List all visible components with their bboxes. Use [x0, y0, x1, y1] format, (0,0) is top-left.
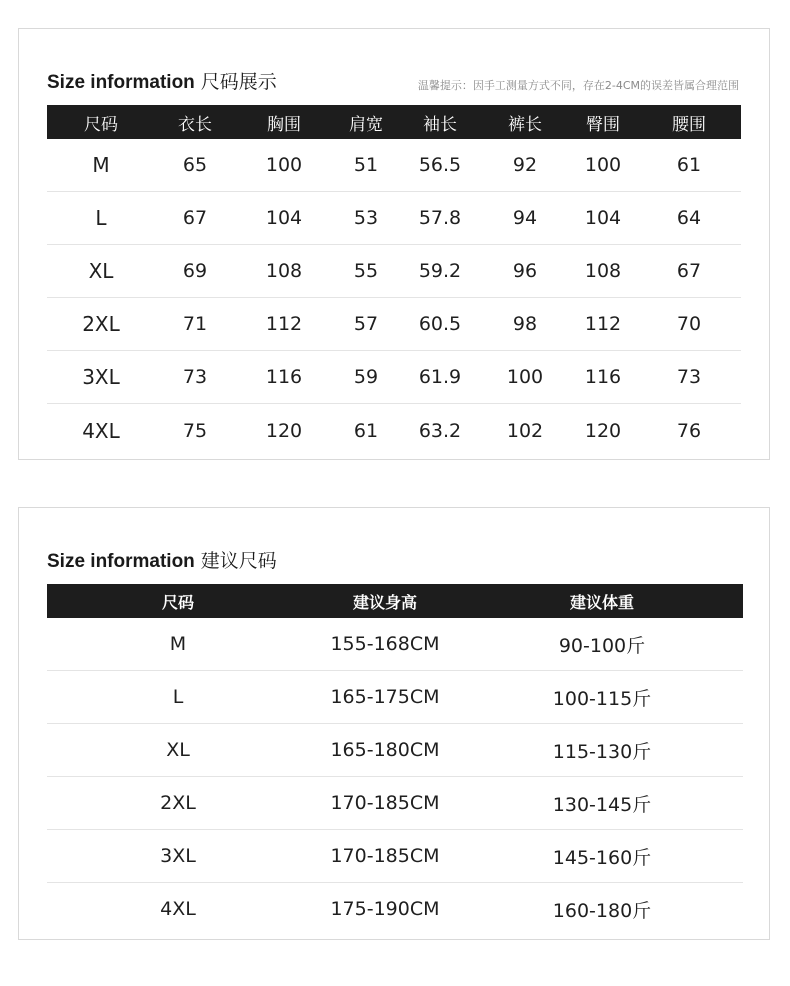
column-header: 肩宽 [333, 105, 399, 139]
measurement-note: 温馨提示：因手工测量方式不同，存在2-4CM的误差皆属合理范围 [417, 79, 739, 92]
value-cell: 120 [265, 419, 303, 442]
value-cell: 100-115斤 [461, 671, 743, 724]
column-header: 腰围 [637, 105, 741, 139]
table-row [47, 883, 743, 936]
value-cell: 104 [569, 192, 637, 245]
value-cell: 170-185CM [309, 830, 461, 883]
value-cell: 115-130斤 [461, 724, 743, 777]
value-cell: 120 [584, 419, 622, 442]
column-header: 尺码 [47, 584, 309, 618]
value-cell: 65 [155, 139, 235, 192]
size-cell: XL [47, 724, 309, 777]
value-cell: 96 [481, 245, 569, 298]
value-cell: 60.5 [399, 298, 481, 351]
size-chart-table [47, 105, 741, 457]
value-cell: 61.9 [399, 351, 481, 404]
value-cell: 73 [155, 351, 235, 404]
value-cell: 70 [637, 298, 741, 351]
title-zh: 尺码展示 [200, 71, 277, 93]
value-cell: 57.8 [399, 192, 481, 245]
size-cell: 2XL [47, 298, 155, 351]
value-cell: 55 [333, 245, 399, 298]
value-cell: 102 [506, 419, 544, 442]
size-cell: M [47, 618, 309, 671]
table-row [47, 671, 743, 724]
column-header: 胸围 [235, 105, 333, 139]
value-cell: 92 [481, 139, 569, 192]
column-header: 袖长 [399, 105, 481, 139]
value-cell: 130-145斤 [461, 777, 743, 830]
title-en: Size information [47, 551, 195, 572]
recommended-size-table [47, 584, 743, 935]
value-cell: 64 [637, 192, 741, 245]
recommended-size-title [47, 546, 277, 573]
size-cell: 3XL [47, 351, 155, 404]
table-row [47, 404, 741, 458]
value-cell: 73 [637, 351, 741, 404]
value-cell: 160-180斤 [552, 899, 652, 922]
column-header: 建议身高 [309, 584, 461, 618]
value-cell: 53 [333, 192, 399, 245]
table-row [47, 830, 743, 883]
table-row [47, 298, 741, 351]
size-cell: L [47, 192, 155, 245]
size-cell: 4XL [160, 898, 196, 920]
size-cell: M [47, 139, 155, 192]
column-header: 裤长 [481, 105, 569, 139]
value-cell: 51 [333, 139, 399, 192]
value-cell: 155-168CM [309, 618, 461, 671]
value-cell: 56.5 [399, 139, 481, 192]
table-row [47, 724, 743, 777]
size-cell: XL [47, 245, 155, 298]
value-cell: 61 [637, 139, 741, 192]
table-row [47, 618, 743, 671]
value-cell: 59.2 [399, 245, 481, 298]
value-cell: 67 [155, 192, 235, 245]
value-cell: 108 [569, 245, 637, 298]
value-cell: 69 [155, 245, 235, 298]
value-cell: 75 [182, 419, 208, 442]
value-cell: 76 [676, 419, 702, 442]
value-cell: 116 [235, 351, 333, 404]
size-chart-title [47, 67, 277, 94]
size-cell: 2XL [47, 777, 309, 830]
value-cell: 59 [333, 351, 399, 404]
value-cell: 94 [481, 192, 569, 245]
value-cell: 165-175CM [309, 671, 461, 724]
value-cell: 175-190CM [330, 898, 440, 920]
size-chart-card [18, 28, 770, 460]
value-cell: 100 [481, 351, 569, 404]
value-cell: 108 [235, 245, 333, 298]
title-zh: 建议尺码 [200, 550, 277, 572]
value-cell: 165-180CM [309, 724, 461, 777]
value-cell: 67 [637, 245, 741, 298]
value-cell: 98 [481, 298, 569, 351]
size-cell: L [47, 671, 309, 724]
size-cell: 4XL [82, 418, 120, 443]
value-cell: 145-160斤 [461, 830, 743, 883]
table-row [47, 777, 743, 830]
value-cell: 100 [235, 139, 333, 192]
value-cell: 104 [235, 192, 333, 245]
value-cell: 112 [235, 298, 333, 351]
column-header: 建议体重 [461, 584, 743, 618]
table-row [47, 192, 741, 245]
value-cell: 100 [569, 139, 637, 192]
column-header: 衣长 [155, 105, 235, 139]
table-row [47, 351, 741, 404]
value-cell: 170-185CM [309, 777, 461, 830]
value-cell: 116 [569, 351, 637, 404]
value-cell: 61 [353, 419, 379, 442]
value-cell: 63.2 [418, 419, 462, 442]
value-cell: 112 [569, 298, 637, 351]
recommended-size-card [18, 507, 770, 940]
table-row [47, 245, 741, 298]
column-header: 臀围 [569, 105, 637, 139]
size-cell: 3XL [47, 830, 309, 883]
value-cell: 90-100斤 [461, 618, 743, 671]
column-header: 尺码 [47, 105, 155, 139]
table-row [47, 139, 741, 192]
title-en: Size information [47, 72, 195, 93]
value-cell: 71 [155, 298, 235, 351]
value-cell: 57 [333, 298, 399, 351]
